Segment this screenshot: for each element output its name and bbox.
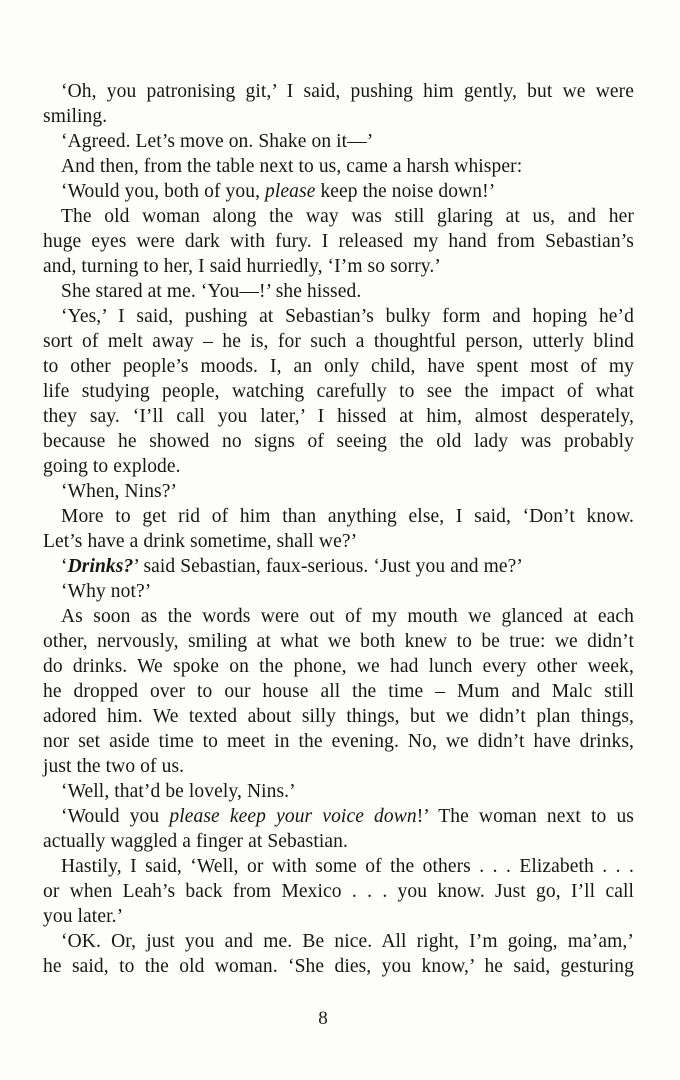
text-line xyxy=(43,479,634,504)
body-text: actually waggled a finger at Sebastian. xyxy=(43,831,348,852)
text-line xyxy=(43,379,634,404)
text-line xyxy=(43,254,634,279)
body-text: ’ said Sebastian, faux-serious. ‘Just you and me?’ xyxy=(133,556,523,577)
body-text: because he showed no signs of seeing the old lady was probably xyxy=(43,431,634,452)
text-line xyxy=(43,554,634,579)
body-text: Let’s have a drink sometime, shall we?’ xyxy=(43,531,358,552)
text-line xyxy=(43,929,634,954)
emphasized-text: please xyxy=(265,181,316,202)
body-text: More to get rid of him than anything else, I said, ‘Don’t know. xyxy=(61,506,634,527)
body-text: he dropped over to our house all the time – Mum and Malc still xyxy=(43,681,634,702)
body-text: ‘Agreed. Let’s move on. Shake on it—’ xyxy=(61,131,374,152)
body-text: Hastily, I said, ‘Well, or with some of the others . . . Elizabeth . . . xyxy=(61,856,634,877)
body-text: ‘When, Nins?’ xyxy=(61,481,178,502)
text-line xyxy=(43,754,634,779)
body-text: As soon as the words were out of my mouth we glanced at each xyxy=(61,606,634,627)
body-text: to other people’s moods. I, an only child, have spent most of my xyxy=(43,356,634,377)
body-text: ‘Would you, both of you, xyxy=(61,181,266,202)
body-text: adored him. We texted about silly things, but we didn’t plan things, xyxy=(43,706,634,727)
page-text xyxy=(43,79,634,979)
text-line xyxy=(43,704,634,729)
body-text: ‘Oh, you patronising git,’ I said, pushing him gently, but we were xyxy=(61,81,634,102)
body-text: ‘Yes,’ I said, pushing at Sebastian’s bulky form and hoping he’d xyxy=(61,306,634,327)
body-text: smiling. xyxy=(43,106,108,127)
text-line xyxy=(43,179,634,204)
body-text: And then, from the table next to us, came a harsh whisper: xyxy=(61,156,523,177)
text-line xyxy=(43,654,634,679)
text-line xyxy=(43,679,634,704)
text-line xyxy=(43,729,634,754)
text-line xyxy=(43,604,634,629)
body-text: other, nervously, smiling at what we both knew to be true: we didn’t xyxy=(43,631,634,652)
text-line xyxy=(43,454,634,479)
text-line xyxy=(43,204,634,229)
text-line xyxy=(43,229,634,254)
text-line xyxy=(43,829,634,854)
emphasized-text: please keep your voice down xyxy=(169,806,417,827)
body-text: going to explode. xyxy=(43,456,181,477)
text-line xyxy=(43,904,634,929)
emphasized-text: Drinks? xyxy=(67,556,134,577)
text-line xyxy=(43,104,634,129)
body-text: huge eyes were dark with fury. I released my hand from Sebastian’s xyxy=(43,231,634,252)
text-line xyxy=(43,129,634,154)
body-text: ‘Why not?’ xyxy=(61,581,152,602)
text-line xyxy=(43,279,634,304)
text-line xyxy=(43,329,634,354)
body-text: you later.’ xyxy=(43,906,124,927)
text-line xyxy=(43,629,634,654)
text-line xyxy=(43,154,634,179)
text-line xyxy=(43,579,634,604)
body-text: ‘ xyxy=(61,556,68,577)
body-text: ‘Well, that’d be lovely, Nins.’ xyxy=(61,781,296,802)
text-line xyxy=(43,779,634,804)
text-line xyxy=(43,429,634,454)
body-text: just the two of us. xyxy=(43,756,185,777)
body-text: do drinks. We spoke on the phone, we had lunch every other week, xyxy=(43,656,634,677)
text-line xyxy=(43,529,634,554)
text-line xyxy=(43,879,634,904)
text-line xyxy=(43,504,634,529)
text-line xyxy=(43,404,634,429)
body-text: he said, to the old woman. ‘She dies, you know,’ he said, gesturing xyxy=(43,956,634,977)
text-line xyxy=(43,854,634,879)
body-text: nor set aside time to meet in the evening. No, we didn’t have drinks, xyxy=(43,731,634,752)
body-text: or when Leah’s back from Mexico . . . you know. Just go, I’ll call xyxy=(43,881,634,902)
text-line xyxy=(43,79,634,104)
body-text: sort of melt away – he is, for such a thoughtful person, utterly blind xyxy=(43,331,634,352)
page-number: 8 xyxy=(318,1008,328,1029)
body-text: keep the noise down!’ xyxy=(315,181,496,202)
text-line xyxy=(43,354,634,379)
text-line xyxy=(43,304,634,329)
body-text: ‘Would you xyxy=(61,806,170,827)
body-text: life studying people, watching carefully to see the impact of what xyxy=(43,381,634,402)
body-text: She stared at me. ‘You—!’ she hissed. xyxy=(61,281,362,302)
body-text: and, turning to her, I said hurriedly, ‘I’m so sorry.’ xyxy=(43,256,441,277)
body-text: ‘OK. Or, just you and me. Be nice. All right, I’m going, ma’am,’ xyxy=(61,931,634,952)
body-text: The old woman along the way was still glaring at us, and her xyxy=(61,206,634,227)
body-text: !’ The woman next to us xyxy=(416,806,634,827)
text-line xyxy=(43,804,634,829)
text-line xyxy=(43,954,634,979)
body-text: they say. ‘I’ll call you later,’ I hissed at him, almost desperately, xyxy=(43,406,634,427)
